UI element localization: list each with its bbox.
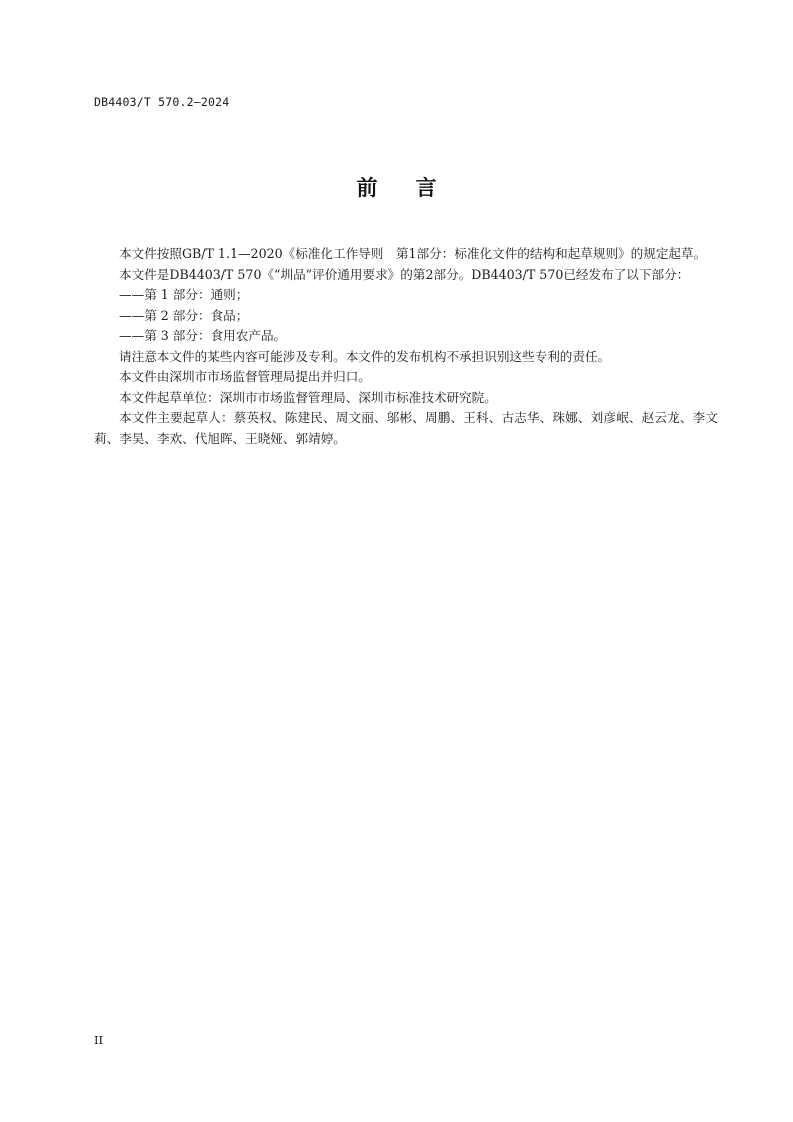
title-char-1: 前 (356, 176, 378, 200)
title-char-2: 言 (415, 176, 437, 200)
foreword-paragraph-drafting-units: 本文件起草单位：深圳市市场监督管理局、深圳市标准技术研究院。 (119, 389, 497, 405)
foreword-paragraph-drafting-basis: 本文件按照GB/T 1.1—2020《标准化工作导则 第1部分：标准化文件的结构和起草规则》的规定起草。 (119, 246, 707, 261)
parts-list-item: ——第 3 部分：食用农产品。 (119, 328, 287, 343)
foreword-paragraph-proposer: 本文件由深圳市市场监督管理局提出并归口。 (119, 369, 371, 384)
foreword-body (94, 244, 718, 449)
document-code: DB4403/T 570.2—2024 (94, 95, 230, 109)
foreword-paragraph-patent: 请注意本文件的某些内容可能涉及专利。本文件的发布机构不承担识别这些专利的责任。 (119, 348, 611, 364)
parts-list-item: ——第 2 部分：食品； (119, 307, 249, 323)
page-number: II (94, 1033, 104, 1047)
foreword-paragraph-drafters: 本文件主要起草人：蔡英权、陈建民、周文丽、邬彬、周鹏、王科、古志华、珠娜、刘彦岷、赵云龙、李文莉、李昊、李欢、代旭晖、王晓娅、郭靖婷。 (94, 410, 718, 446)
parts-list-item: ——第 1 部分：通则； (119, 287, 249, 302)
page-title (0, 172, 793, 202)
foreword-paragraph-series: 本文件是DB4403/T 570《“圳品”评价通用要求》的第2部分。DB4403/T 570已经发布了以下部分： (119, 266, 690, 282)
